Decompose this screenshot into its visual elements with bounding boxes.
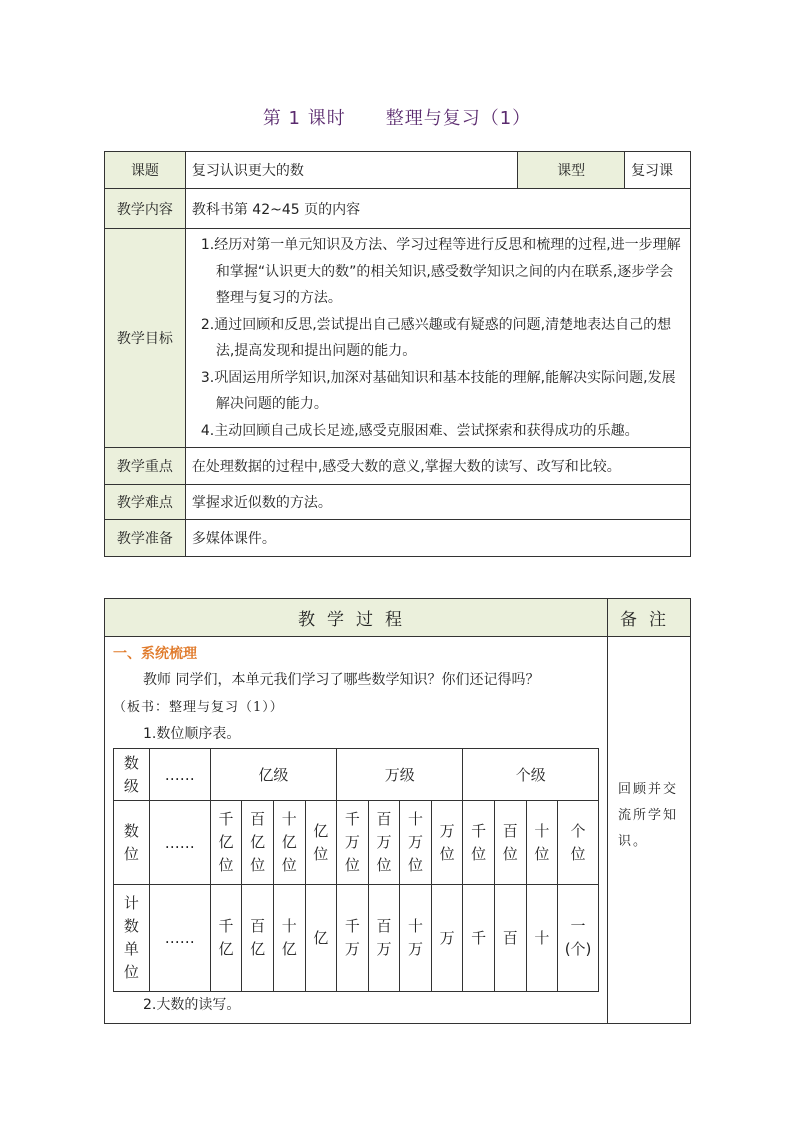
- ellipsis: ……: [149, 801, 210, 885]
- item-place-value-chart: 1.数位顺序表。: [143, 726, 241, 742]
- row-head-level: 数级: [123, 753, 139, 795]
- content-value: 教科书第 42~45 页的内容: [185, 189, 690, 229]
- goals-label: 教学目标: [105, 229, 186, 448]
- teaching-process-table: [104, 598, 691, 1024]
- lesson-name: 整理与复习（1）: [385, 108, 532, 129]
- place-value-table: [113, 748, 599, 992]
- prep-value: 多媒体课件。: [185, 520, 690, 557]
- unit-cell: 亿: [313, 928, 329, 947]
- ellipsis: ……: [149, 885, 210, 992]
- unit-cell: 百万: [376, 917, 392, 958]
- unit-cell: 十万: [408, 917, 424, 958]
- goal-item: 1.经历对第一单元知识及方法、学习过程等进行反思和梳理的过程,进一步理解和掌握“认识更大的数”的相关知识,感受数学知识之间的内在联系,逐步学会整理与复习的方法。: [200, 237, 681, 306]
- key-value: 在处理数据的过程中,感受大数的意义,掌握大数的读写、改写和比较。: [185, 448, 690, 485]
- item-reading-writing: 2.大数的读写。: [143, 997, 241, 1013]
- goal-item: 4.主动回顾自己成长足迹,感受克服困难、尝试探索和获得成功的乐趣。: [200, 422, 639, 439]
- unit-cell: 千亿: [218, 917, 234, 958]
- notes-text: 回顾并交流所学知识。: [608, 637, 691, 1024]
- teacher-line: 教师 同学们，本单元我们学习了哪些数学知识？你们还记得吗？: [143, 672, 540, 688]
- position-cell: 百万位: [376, 810, 392, 874]
- row-head-unit: 计数单位: [123, 894, 139, 981]
- type-value: 复习课: [625, 152, 691, 189]
- board-line: （板书：整理与复习（1））: [113, 700, 284, 715]
- unit-cell: 十亿: [281, 917, 297, 958]
- position-cell: 千亿位: [218, 810, 234, 874]
- unit-cell: 百亿: [250, 917, 266, 958]
- position-cell: 百位: [502, 821, 518, 863]
- topic-value: 复习认识更大的数: [185, 152, 517, 189]
- position-cell: 万位: [439, 821, 455, 863]
- content-label: 教学内容: [105, 189, 186, 229]
- row-head-position: 数位: [123, 821, 139, 863]
- notes-header: 备注: [608, 599, 691, 637]
- lesson-title: [0, 104, 794, 130]
- position-cell: 千位: [471, 821, 487, 863]
- position-cell: 千万位: [344, 810, 360, 874]
- unit-cell: 十: [534, 928, 550, 947]
- position-cell: 百亿位: [250, 810, 266, 874]
- difficulty-label: 教学难点: [105, 485, 186, 520]
- process-body: [105, 637, 608, 1024]
- unit-cell: 百: [502, 928, 518, 947]
- type-label: 课型: [518, 152, 625, 189]
- unit-cell: 千万: [344, 917, 360, 958]
- level-cell: 亿级: [210, 749, 336, 801]
- goal-item: 2.通过回顾和反思,尝试提出自己感兴趣或有疑惑的问题,清楚地表达自己的想法,提高发现和提出问题的能力。: [200, 316, 672, 359]
- unit-cell: 万: [439, 928, 455, 947]
- difficulty-value: 掌握求近似数的方法。: [185, 485, 690, 520]
- position-cell: 十亿位: [281, 810, 297, 874]
- unit-cell: 千: [471, 928, 487, 947]
- process-header: 教学过程: [105, 599, 608, 637]
- goals-list: [185, 229, 690, 448]
- lesson-number: 第 1 课时: [262, 108, 346, 129]
- level-cell: 万级: [337, 749, 463, 801]
- prep-label: 教学准备: [105, 520, 186, 557]
- position-cell: 十位: [534, 821, 550, 863]
- level-cell: 个级: [463, 749, 599, 801]
- position-cell: 个位: [570, 821, 586, 863]
- topic-label: 课题: [105, 152, 186, 189]
- goal-item: 3.巩固运用所学知识,加深对基础知识和基本技能的理解,能解决实际问题,发展解决问题的能力。: [200, 369, 676, 412]
- lesson-info-table: [104, 151, 691, 557]
- section-heading: 一、系统梳理: [113, 646, 197, 662]
- position-cell: 亿位: [313, 821, 329, 863]
- key-label: 教学重点: [105, 448, 186, 485]
- ellipsis: ……: [149, 749, 210, 801]
- unit-cell: 一(个): [564, 917, 592, 958]
- position-cell: 十万位: [408, 810, 424, 874]
